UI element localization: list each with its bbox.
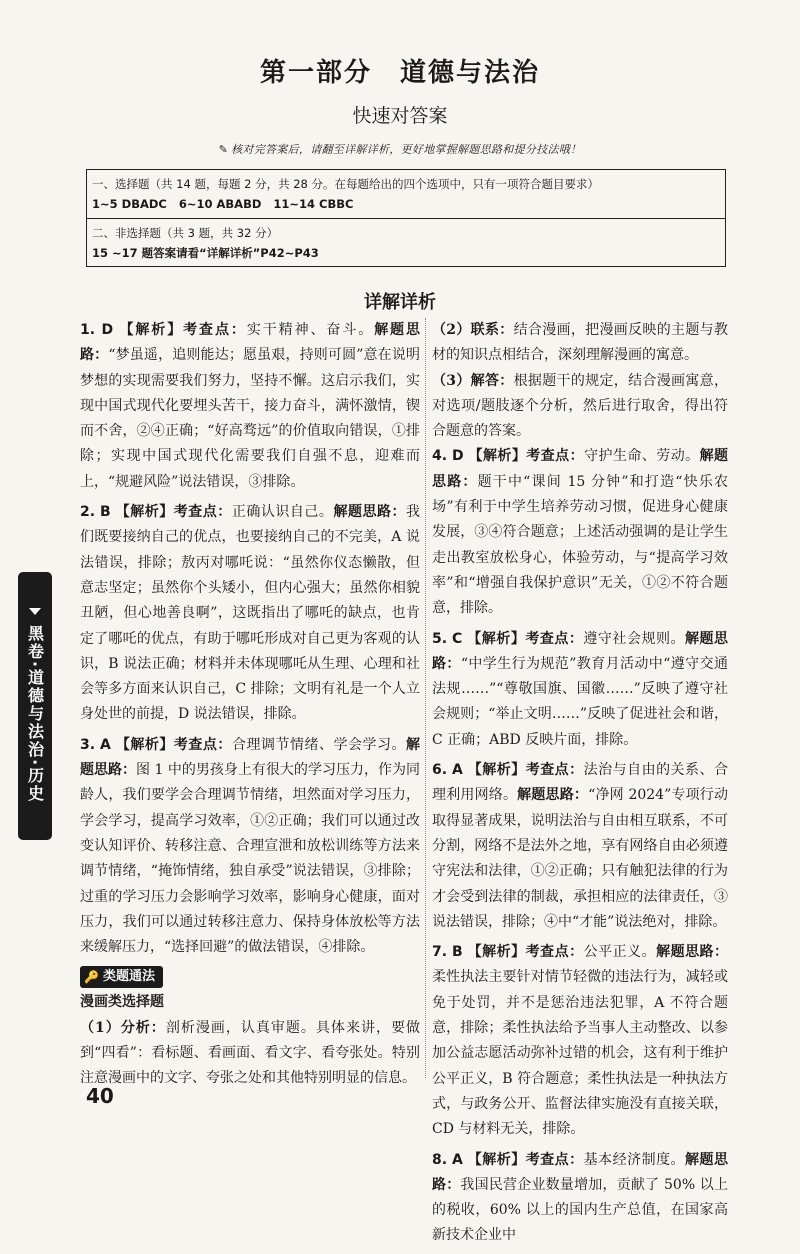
choice-answers [92,194,720,214]
tips-item [432,318,728,369]
explanation-text: 我们既要接纳自己的优点，也要接纳自己的不完美，A 说法错误，排除；敖丙对哪吒说：“虽然你仪态懒散，但意志坚定；虽然你个头矮小，但内心强大；虽然你相貌丑陋，但心地善良啊”，这既指出了哪吒的缺点，也肯定了哪吒的优点，有助于哪吒形成对自己更为客观的认识，B 说法正确；材料并未体现哪吒从生理、心理和社会等多方面来认识自己，C 排除；文明有礼是一个人立身处世的前提，D 说法错误，排除。 [80,504,421,723]
key-point-label: 考查点： [525,762,584,779]
tips-item-text: 结合漫画，把漫画反映的主题与教材的知识点相结合，深刻理解漫画的寓意。 [432,322,728,364]
question-number: 7. [432,944,448,961]
thinking-label: 解题思路： [517,787,589,804]
analysis-tag: 【解析】 [467,630,526,647]
detail-title: 详解详析 [364,292,436,313]
question-explanation [80,318,420,495]
tips-badge [80,966,163,988]
analysis-tag: 【解析】 [468,448,527,465]
tips-item [432,369,728,445]
thinking-label: 解题思路： [432,1151,729,1193]
thinking-label: 解题思路： [80,736,421,779]
thinking-label: 解题思路： [80,322,421,364]
answer-group: 15 ~17 题答案请看“详解详析”P42~P43 [92,246,319,260]
quick-answers-title: 快速对答案 [352,105,448,127]
tips-item-label: （1）分析： [80,1019,166,1036]
question-number: 4. [432,448,448,465]
tips-item-label: （3）解答： [432,372,514,389]
question-explanation [80,733,420,961]
answer-letter: A [452,762,463,779]
key-point: 遵守社会规则。 [583,630,685,647]
nonchoice-answers [92,243,720,263]
question-explanation [432,627,728,753]
analysis-tag: 【解析】 [115,504,174,521]
key-point: 正确认识自己。 [231,504,334,521]
analysis-tag: 【解析】 [467,1151,526,1168]
thinking-label: 解题思路： [333,504,407,521]
answer-letter: D [451,448,464,465]
side-tab-label: 黑卷·道德与法治·历史 [25,625,45,804]
explanation-text: 题干中“课间 15 分钟”和打造“快乐农场”有利于中学生培养劳动习惯，促进身心健康发展，③④符合题意；上述活动强调的是让学生走出教室放松身心，体验劳动，与“提高学习效率”和“增强自我保护意识”无关，①②不符合题意，排除。 [432,473,729,617]
question-explanation [80,500,420,728]
key-point-label: 考查点： [525,1151,584,1168]
choice-answers-row [87,170,725,218]
tips-badge-label: 类题通法 [102,969,155,985]
question-explanation [432,444,728,621]
question-number: 3. [80,736,96,753]
analysis-tag: 【解析】 [115,736,174,753]
key-point-label: 考查点： [526,448,585,465]
column-divider [425,318,426,1078]
question-number: 8. [432,1151,448,1168]
question-explanation [432,940,728,1142]
analysis-tag: 【解析】 [467,762,526,779]
question-number: 5. [432,630,448,647]
tips-item [80,1016,420,1092]
left-column [80,318,420,1092]
answer-letter: B [100,504,111,521]
answer-letter: D [101,322,114,338]
side-tab [18,572,52,840]
key-point: 守护生命、劳动。 [584,448,700,465]
answer-letter: B [452,944,463,961]
nonchoice-answers-row [87,218,725,266]
thinking-label: 解题思路： [432,630,729,672]
question-number: 6. [432,762,448,779]
page-title: 第一部分 道德与法治 [259,58,540,88]
key-point: 法治与自由的关系、合理利用网络。 [432,762,729,804]
key-point: 合理调节情绪、学会学习。 [231,736,407,753]
explanation-text: “中学生行为规范”教育月活动中“遵守交通法规……”“尊敬国旗、国徽……”反映了遵守社会规则；“举止文明……”反映了促进社会和谐，C 正确；ABD 反映片面，排除。 [432,655,728,748]
right-column [432,318,728,1254]
key-point-label: 考查点： [183,322,247,338]
tips-heading: 漫画类选择题 [80,994,164,1011]
page-number: 40 [86,1084,114,1108]
reminder-note [0,141,800,157]
key-point-label: 考查点： [173,504,232,521]
question-explanation [432,758,728,935]
question-explanation [432,1148,728,1249]
explanation-text: 我国民营企业数量增加，贡献了 50% 以上的税收，60% 以上的国内生产总值，在国家高新技术企业中 [432,1176,728,1244]
tips-item-text: 根据题干的规定，结合漫画寓意，对选项/题肢逐个分析，然后进行取舍，得出符合题意的答案。 [432,372,728,440]
key-point-label: 考查点： [525,944,584,961]
choice-heading: 一、选择题（共 14 题，每题 2 分，共 28 分。在每题给出的四个选项中，只有一项符合题目要求） [92,177,600,191]
answer-letter: C [452,630,463,647]
key-point: 公平正义。 [583,944,657,961]
nonchoice-heading: 二、非选择题（共 3 题，共 32 分） [92,226,279,240]
key-point-label: 考查点： [525,630,584,647]
answer-letter: A [452,1151,463,1168]
analysis-tag: 【解析】 [467,944,526,961]
answer-letter: A [100,736,111,753]
explanation-text: 图 1 中的男孩身上有很大的学习压力，作为同龄人，我们要学会合理调节情绪，坦然面对学习压力，学会学习，提高学习效率，①②正确；我们可以通过改变认知评价、转移注意、合理宣泄和放松训练等方法来调节情绪，“掩饰情绪，独自承受”说法错误，③排除；过重的学习压力会影响学习效率，影响身心健康，面对压力，我们可以通过转移注意力、保持身体放松等方法来缓解压力，“选择回避”的做法错误，④排除。 [80,762,420,956]
explanation-text: 柔性执法主要针对情节轻微的违法行为，减轻或免于处罚，并不是惩治违法犯罪，A 不符合题意，排除；柔性执法给予当事人主动整改、以参加公益志愿活动弥补过错的机会，这有利于维护公平正义，B 符合题意；柔性执法是一种执法方式，与政务公开、监督法律实施没有直接关联，CD 与材料无关，排除。 [432,969,728,1138]
answer-group: 11~14 CBBC [273,197,354,211]
tips-item-label: （2）联系： [432,322,514,338]
answer-box [86,169,726,267]
key-point: 实干精神、奋斗。 [246,322,375,338]
pen-icon: ✎ [218,143,229,156]
explanation-text: “梦虽遥，追则能达；愿虽艰，持则可圆”意在说明梦想的实现需要我们努力，坚持不懈。这启示我们，实现中国式现代化要埋头苦干，接力奋斗，满怀激情，锲而不舍，②④正确；“好高骛远”的价值取向错误，①排除；实现中国式现代化需要我们自强不息，迎难而上，“规避风险”说法错误，③排除。 [80,347,420,490]
reminder-text: 核对完答案后，请翻至详解详析，更好地掌握解题思路和提分技法哦！ [231,143,582,156]
triangle-down-icon [29,608,41,615]
analysis-tag: 【解析】 [119,322,184,338]
question-number: 2. [80,504,96,521]
explanation-text: “净网 2024”专项行动取得显著成果，说明法治与自由相互联系，不可分割，网络不是法外之地，享有网络自由必须遵守宪法和法律，①②正确；只有触犯法律的行为才会受到法律的制裁，承担相应的法律责任，③说法错误，排除；④中“才能”说法绝对，排除。 [432,787,729,930]
key-point-label: 考查点： [173,736,232,753]
answer-group: 1~5 DBADC [92,197,167,211]
question-number: 1. [80,322,96,338]
key-icon: 🔑 [84,970,99,985]
answer-group: 6~10 ABABD [178,197,262,211]
tips-item-text: 剖析漫画，认真审题。具体来讲，要做到“四看”：看标题、看画面、看文字、看夸张处。特别注意漫画中的文字、夸张之处和其他特别明显的信息。 [80,1019,420,1087]
thinking-label: 解题思路： [432,448,729,490]
key-point: 基本经济制度。 [583,1151,686,1168]
thinking-label: 解题思路： [656,944,729,961]
tips-badge-row [80,966,420,988]
